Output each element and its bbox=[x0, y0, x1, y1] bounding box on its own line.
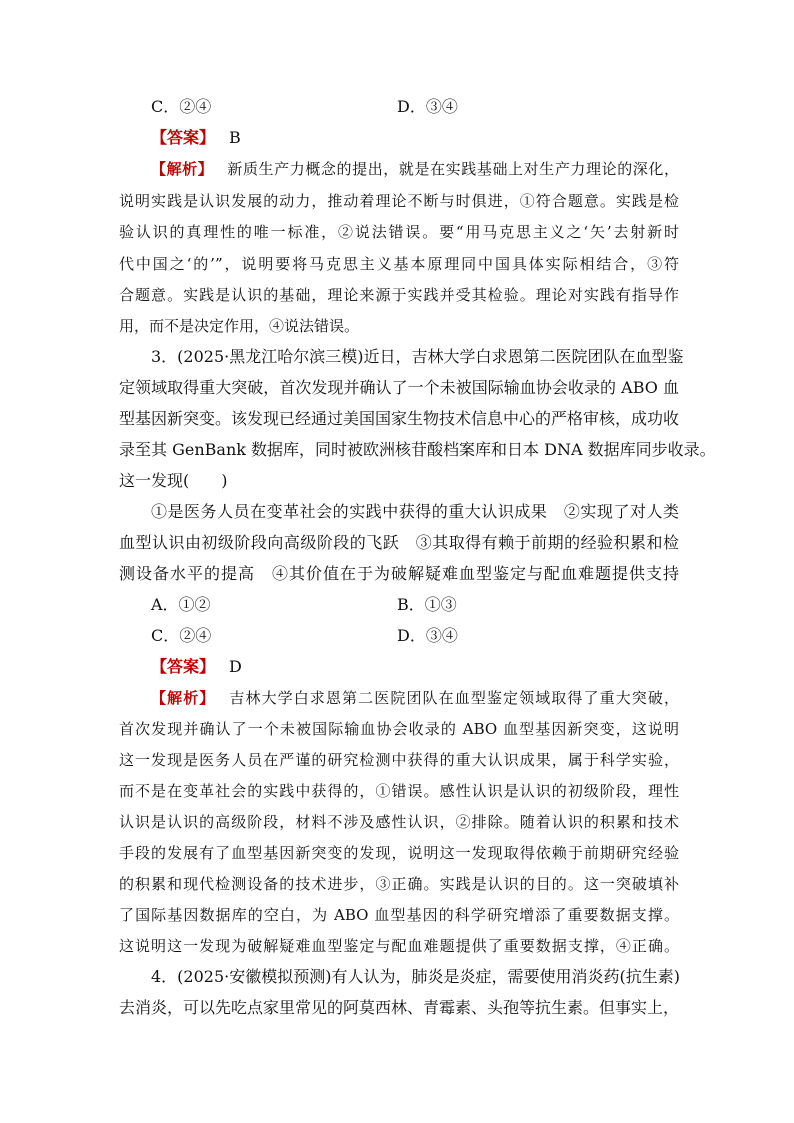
q3-option-a: A．①② bbox=[151, 595, 211, 614]
q3-stem-line-2: 定领域取得重大突破，首次发现并确认了一个未被国际输血协会收录的 ABO 血 bbox=[119, 378, 679, 397]
q2-analysis-line-3: 验认识的真理性的唯一标准，②说法错误。要“用马克思主义之‘矢’去射新时 bbox=[119, 223, 679, 241]
q3-statement-line-3: 测设备水平的提高 ④其价值在于为破解疑难血型鉴定与配血难题提供支持 bbox=[119, 564, 679, 583]
q3-stem-line-3: 型基因新突变。该发现已经通过美国国家生物技术信息中心的严格审核，成功收 bbox=[119, 409, 680, 428]
q3-option-b: B．①③ bbox=[397, 595, 457, 614]
analysis-label: 【解析】 bbox=[151, 689, 216, 707]
q3-analysis-line-5: 认识是认识的高级阶段，材料不涉及感性认识，②排除。随着认识的积累和技术 bbox=[119, 813, 679, 831]
q2-analysis-line-2: 说明实践是认识发展的动力，推动着理论不断与时俱进，①符合题意。实践是检 bbox=[119, 192, 679, 210]
q3-analysis-line-1 bbox=[151, 688, 679, 708]
q3-stem-line-5: 这一发现( ) bbox=[119, 471, 228, 490]
q2-analysis-line-6: 用，而不是决定作用，④说法错误。 bbox=[119, 317, 360, 335]
q3-option-c: C．②④ bbox=[151, 626, 212, 645]
answer-value: D bbox=[229, 657, 242, 676]
q2-answer-row bbox=[151, 128, 241, 148]
q3-analysis-line-6: 手段的发展有了血型基因新突变的发现，说明这一发现取得依赖于前期研究经验 bbox=[119, 844, 679, 862]
q2-analysis-line-4: 代中国之‘的’”，说明要将马克思主义基本原理同中国具体实际相结合，③符 bbox=[119, 255, 679, 273]
answer-value: B bbox=[229, 128, 241, 147]
analysis-label: 【解析】 bbox=[151, 160, 214, 178]
analysis-text: 新质生产力概念的提出，就是在实践基础上对生产力理论的深化， bbox=[227, 160, 679, 178]
q3-analysis-line-7: 的积累和现代检测设备的技术进步，③正确。实践是认识的目的。这一突破填补 bbox=[119, 875, 679, 893]
q4-stem-line-2: 去消炎，可以先吃点家里常见的阿莫西林、青霉素、头孢等抗生素。但事实上， bbox=[119, 998, 680, 1017]
q3-statement-line-1: ①是医务人员在变革社会的实践中获得的重大认识成果 ②实现了对人类 bbox=[151, 502, 679, 521]
q3-stem-line-4: 录至其 GenBank 数据库，同时被欧洲核苷酸档案库和日本 DNA 数据库同步收录。 bbox=[119, 440, 716, 459]
q3-option-d: D．③④ bbox=[397, 626, 458, 645]
q2-option-c: C．②④ bbox=[151, 97, 212, 116]
q3-analysis-line-8: 了国际基因数据库的空白，为 ABO 血型基因的科学研究增添了重要数据支撑。 bbox=[119, 906, 679, 924]
q2-analysis-line-1 bbox=[151, 159, 679, 179]
q2-analysis-line-5: 合题意。实践是认识的基础，理论来源于实践并受其检验。理论对实践有指导作 bbox=[119, 286, 679, 304]
answer-label: 【答案】 bbox=[151, 657, 216, 676]
q3-statement-line-2: 血型认识由初级阶段向高级阶段的飞跃 ③其取得有赖于前期的经验积累和检 bbox=[119, 533, 679, 552]
q3-analysis-line-3: 这一发现是医务人员在严谨的研究检测中获得的重大认识成果，属于科学实验， bbox=[119, 751, 679, 769]
q3-analysis-line-9: 这说明这一发现为破解疑难血型鉴定与配血难题提供了重要数据支撑，④正确。 bbox=[119, 937, 679, 955]
q3-answer-row bbox=[151, 657, 242, 677]
analysis-text: 吉林大学白求恩第二医院团队在血型鉴定领域取得了重大突破， bbox=[229, 689, 679, 707]
q3-analysis-line-4: 而不是在变革社会的实践中获得的，①错误。感性认识是认识的初级阶段，理性 bbox=[119, 782, 679, 800]
q2-option-d: D．③④ bbox=[397, 97, 458, 116]
answer-label: 【答案】 bbox=[151, 128, 216, 147]
q3-stem-line-1: 3．(2025·黑龙江哈尔滨三模)近日，吉林大学白求恩第二医院团队在血型鉴 bbox=[151, 347, 684, 366]
q4-stem-line-1: 4．(2025·安徽模拟预测)有人认为，肺炎是炎症，需要使用消炎药(抗生素) bbox=[151, 967, 680, 986]
q3-analysis-line-2: 首次发现并确认了一个未被国际输血协会收录的 ABO 血型基因新突变，这说明 bbox=[119, 720, 679, 738]
